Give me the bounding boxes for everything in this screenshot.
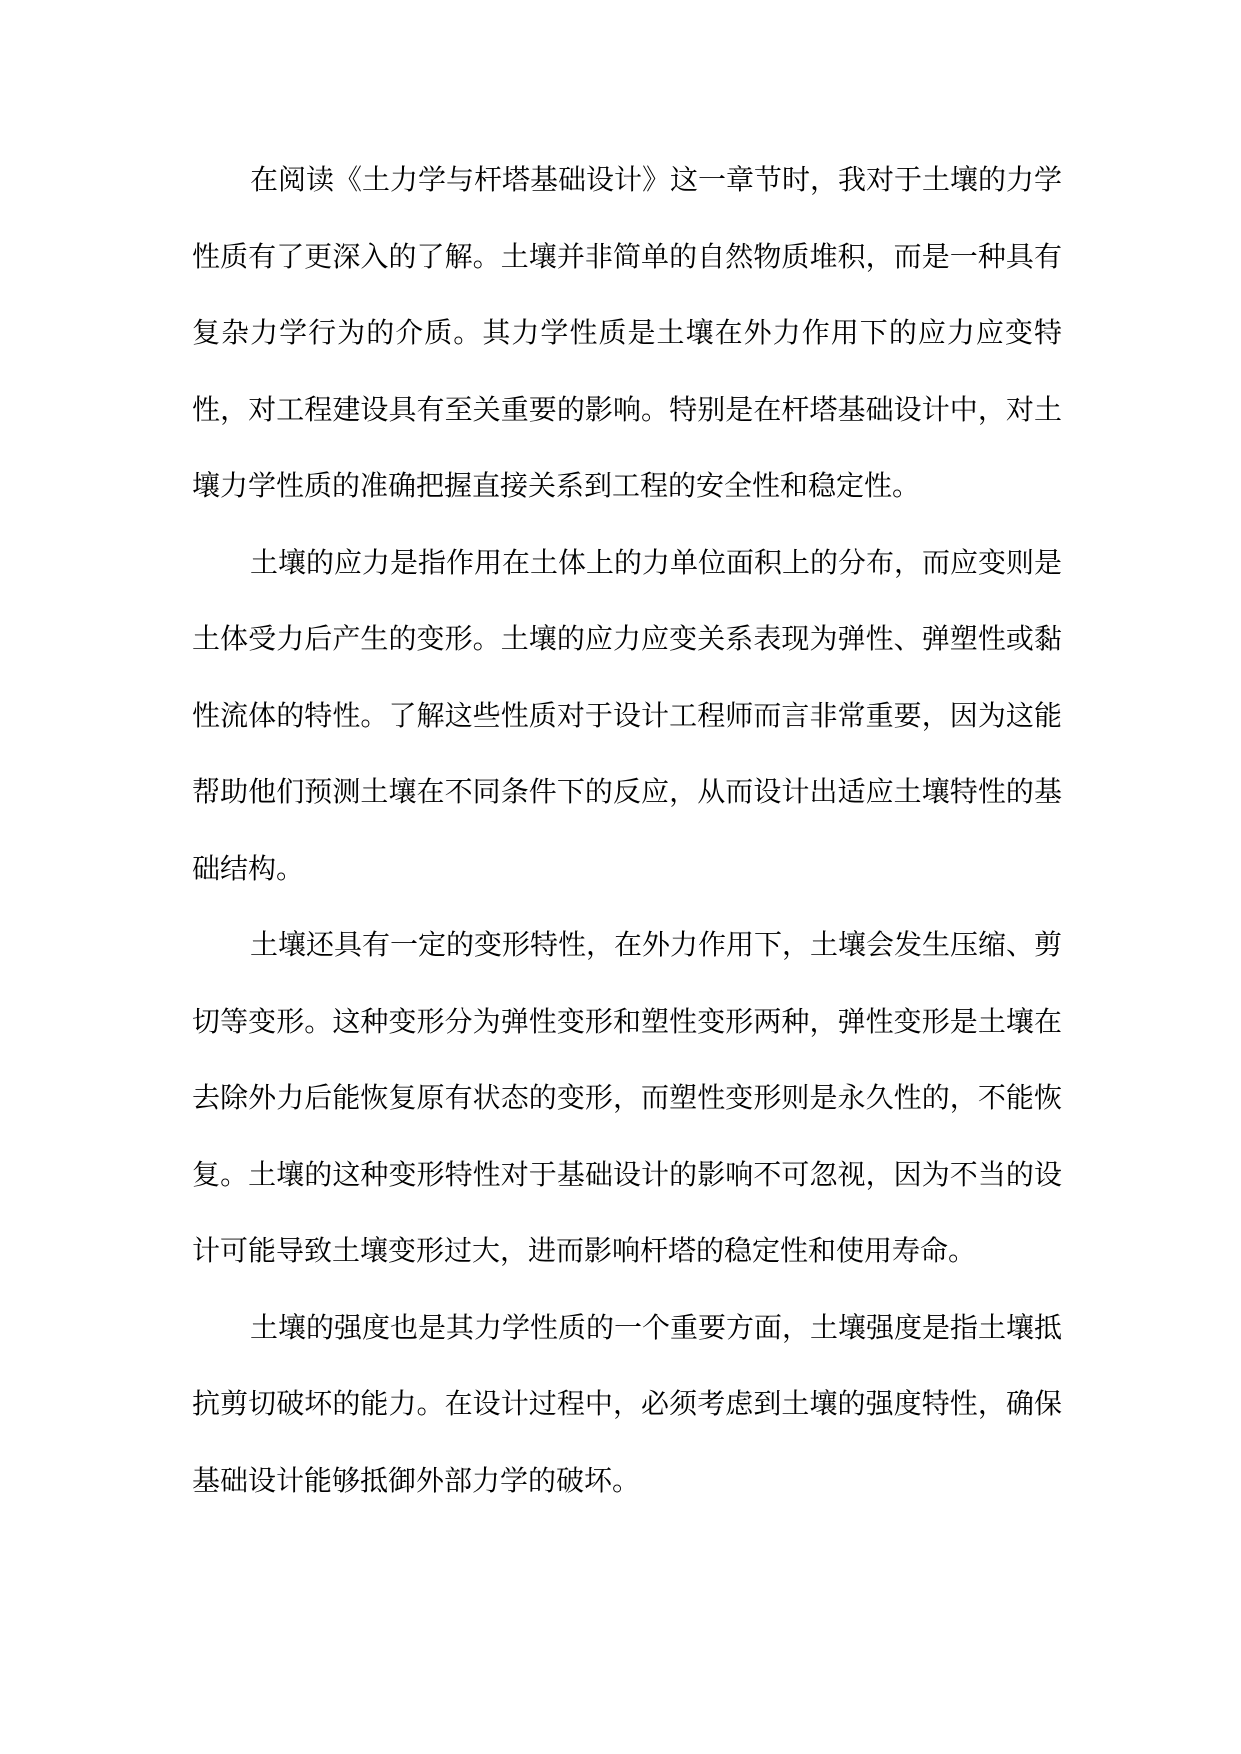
paragraph-4: 土壤的强度也是其力学性质的一个重要方面，土壤强度是指土壤抵抗剪切破坏的能力。在设计过程中，必须考虑到土壤的强度特性，确保基础设计能够抵御外部力学的破坏。 bbox=[192, 1310, 1063, 1497]
document-body bbox=[192, 142, 1062, 1519]
paragraph-2: 土壤的应力是指作用在土体上的力单位面积上的分布，而应变则是土体受力后产生的变形。土壤的应力应变关系表现为弹性、弹塑性或黏性流体的特性。了解这些性质对于设计工程师而言非常重要，因为这能帮助他们预测土壤在不同条件下的反应，从而设计出适应土壤特性的基础结构。 bbox=[192, 545, 1063, 885]
paragraph-1: 在阅读《土力学与杆塔基础设计》这一章节时，我对于土壤的力学性质有了更深入的了解。土壤并非简单的自然物质堆积，而是一种具有复杂力学行为的介质。其力学性质是土壤在外力作用下的应力应变特性，对工程建设具有至关重要的影响。特别是在杆塔基础设计中，对土壤力学性质的准确把握直接关系到工程的安全性和稳定性。 bbox=[192, 163, 1063, 502]
paragraph-3: 土壤还具有一定的变形特性，在外力作用下，土壤会发生压缩、剪切等变形。这种变形分为弹性变形和塑性变形两种，弹性变形是土壤在去除外力后能恢复原有状态的变形，而塑性变形则是永久性的，不能恢复。土壤的这种变形特性对于基础设计的影响不可忽视，因为不当的设计可能导致土壤变形过大，进而影响杆塔的稳定性和使用寿命。 bbox=[192, 928, 1063, 1267]
